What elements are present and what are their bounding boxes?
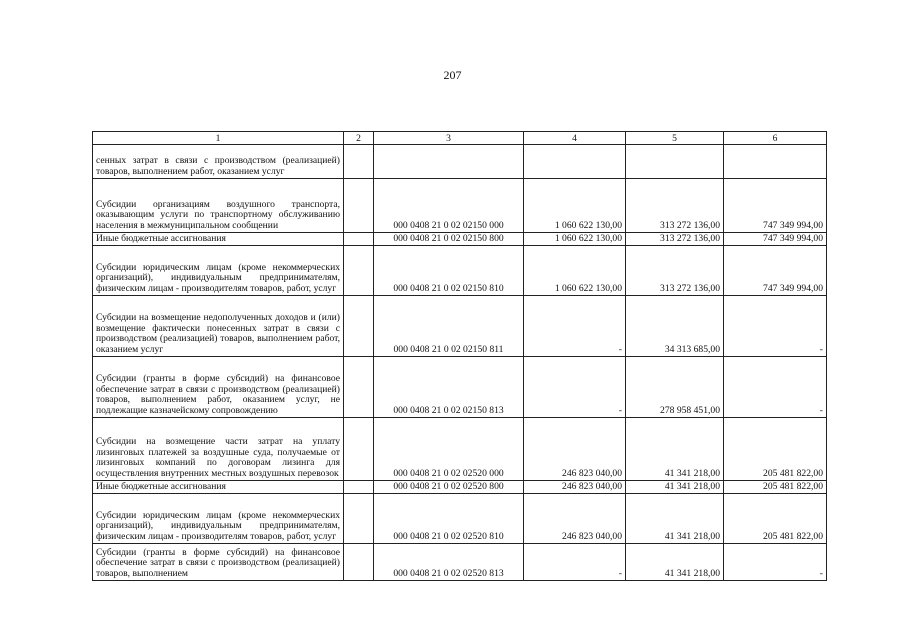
row-amount-col-6: 747 349 994,00 <box>724 233 827 246</box>
row-amount-col-6: 205 481 822,00 <box>724 418 827 481</box>
row-amount-col-5: 41 341 218,00 <box>626 418 724 481</box>
row-amount-col-6: 747 349 994,00 <box>724 246 827 296</box>
table-header-row <box>93 132 827 145</box>
row-col-2 <box>344 296 374 357</box>
table-row <box>93 179 827 233</box>
row-amount-col-4: 1 060 622 130,00 <box>524 246 626 296</box>
table-row <box>93 233 827 246</box>
header-col-3: 3 <box>374 132 524 145</box>
row-amount-col-4: 246 823 040,00 <box>524 418 626 481</box>
table-body <box>93 145 827 581</box>
row-budget-code: 000 0408 21 0 02 02150 813 <box>374 357 524 418</box>
row-amount-col-5: 41 341 218,00 <box>626 481 724 494</box>
table-row <box>93 357 827 418</box>
row-amount-col-4: 1 060 622 130,00 <box>524 179 626 233</box>
table-row <box>93 481 827 494</box>
row-amount-col-5: 278 958 451,00 <box>626 357 724 418</box>
row-col-2 <box>344 481 374 494</box>
row-amount-col-6: 205 481 822,00 <box>724 481 827 494</box>
row-description: Субсидии организациям воздушного транспорта, оказывающим услуги по транспортному обслуживанию населения в межмуниципальном сообщении <box>93 179 344 233</box>
table-row <box>93 494 827 544</box>
table-row <box>93 145 827 179</box>
row-description: сенных затрат в связи с производством (реализацией) товаров, выполнением работ, оказанием услуг <box>93 145 344 179</box>
row-description: Субсидии (гранты в форме субсидий) на финансовое обеспечение затрат в связи с производством (реализацией) товаров, выполнением <box>93 544 344 581</box>
row-description: Иные бюджетные ассигнования <box>93 481 344 494</box>
row-amount-col-6: 747 349 994,00 <box>724 179 827 233</box>
page-number: 207 <box>443 68 462 82</box>
row-amount-col-4: - <box>524 544 626 581</box>
row-col-2 <box>344 418 374 481</box>
row-description: Субсидии юридическим лицам (кроме некоммерческих организаций), индивидуальным предпринимателям, физическим лицам - производителям товаров, работ, услуг <box>93 494 344 544</box>
row-budget-code: 000 0408 21 0 02 02150 800 <box>374 233 524 246</box>
row-description: Субсидии на возмещение части затрат на уплату лизинговых платежей за воздушные суда, получаемые от лизинговых компаний по договорам лизинга для осуществления внутренних местных воздушных перевозок <box>93 418 344 481</box>
row-col-2 <box>344 357 374 418</box>
row-amount-col-5: 313 272 136,00 <box>626 246 724 296</box>
row-description: Субсидии (гранты в форме субсидий) на финансовое обеспечение затрат в связи с производством (реализацией) товаров, выполнением работ, оказанием услуг, не подлежащие казначейскому сопровождению <box>93 357 344 418</box>
row-col-2 <box>344 246 374 296</box>
row-budget-code <box>374 145 524 179</box>
table-row <box>93 246 827 296</box>
row-description: Иные бюджетные ассигнования <box>93 233 344 246</box>
row-budget-code: 000 0408 21 0 02 02520 000 <box>374 418 524 481</box>
row-col-2 <box>344 544 374 581</box>
row-amount-col-4: 246 823 040,00 <box>524 481 626 494</box>
row-amount-col-6: 205 481 822,00 <box>724 494 827 544</box>
row-col-2 <box>344 179 374 233</box>
budget-table <box>92 131 827 581</box>
table-row <box>93 296 827 357</box>
table-row <box>93 418 827 481</box>
row-amount-col-6: - <box>724 357 827 418</box>
table-row <box>93 544 827 581</box>
row-amount-col-6: - <box>724 296 827 357</box>
row-amount-col-5: 313 272 136,00 <box>626 179 724 233</box>
row-description: Субсидии на возмещение недополученных доходов и (или) возмещение фактически понесенных затрат в связи с производством (реализацией) товаров, выполнением работ, оказанием услуг <box>93 296 344 357</box>
row-amount-col-4: - <box>524 296 626 357</box>
row-amount-col-5 <box>626 145 724 179</box>
row-budget-code: 000 0408 21 0 02 02520 810 <box>374 494 524 544</box>
row-budget-code: 000 0408 21 0 02 02150 000 <box>374 179 524 233</box>
row-amount-col-5: 34 313 685,00 <box>626 296 724 357</box>
row-budget-code: 000 0408 21 0 02 02150 810 <box>374 246 524 296</box>
row-amount-col-4: - <box>524 357 626 418</box>
row-amount-col-5: 41 341 218,00 <box>626 494 724 544</box>
row-amount-col-5: 41 341 218,00 <box>626 544 724 581</box>
row-amount-col-6 <box>724 145 827 179</box>
header-col-1: 1 <box>93 132 344 145</box>
row-col-2 <box>344 494 374 544</box>
row-col-2 <box>344 145 374 179</box>
row-amount-col-4 <box>524 145 626 179</box>
row-budget-code: 000 0408 21 0 02 02520 800 <box>374 481 524 494</box>
header-col-2: 2 <box>344 132 374 145</box>
row-amount-col-5: 313 272 136,00 <box>626 233 724 246</box>
row-description: Субсидии юридическим лицам (кроме некоммерческих организаций), индивидуальным предпринимателям, физическим лицам - производителям товаров, работ, услуг <box>93 246 344 296</box>
row-budget-code: 000 0408 21 0 02 02150 811 <box>374 296 524 357</box>
row-amount-col-4: 246 823 040,00 <box>524 494 626 544</box>
header-col-6: 6 <box>724 132 827 145</box>
header-col-4: 4 <box>524 132 626 145</box>
header-col-5: 5 <box>626 132 724 145</box>
row-amount-col-6: - <box>724 544 827 581</box>
row-col-2 <box>344 233 374 246</box>
row-amount-col-4: 1 060 622 130,00 <box>524 233 626 246</box>
row-budget-code: 000 0408 21 0 02 02520 813 <box>374 544 524 581</box>
